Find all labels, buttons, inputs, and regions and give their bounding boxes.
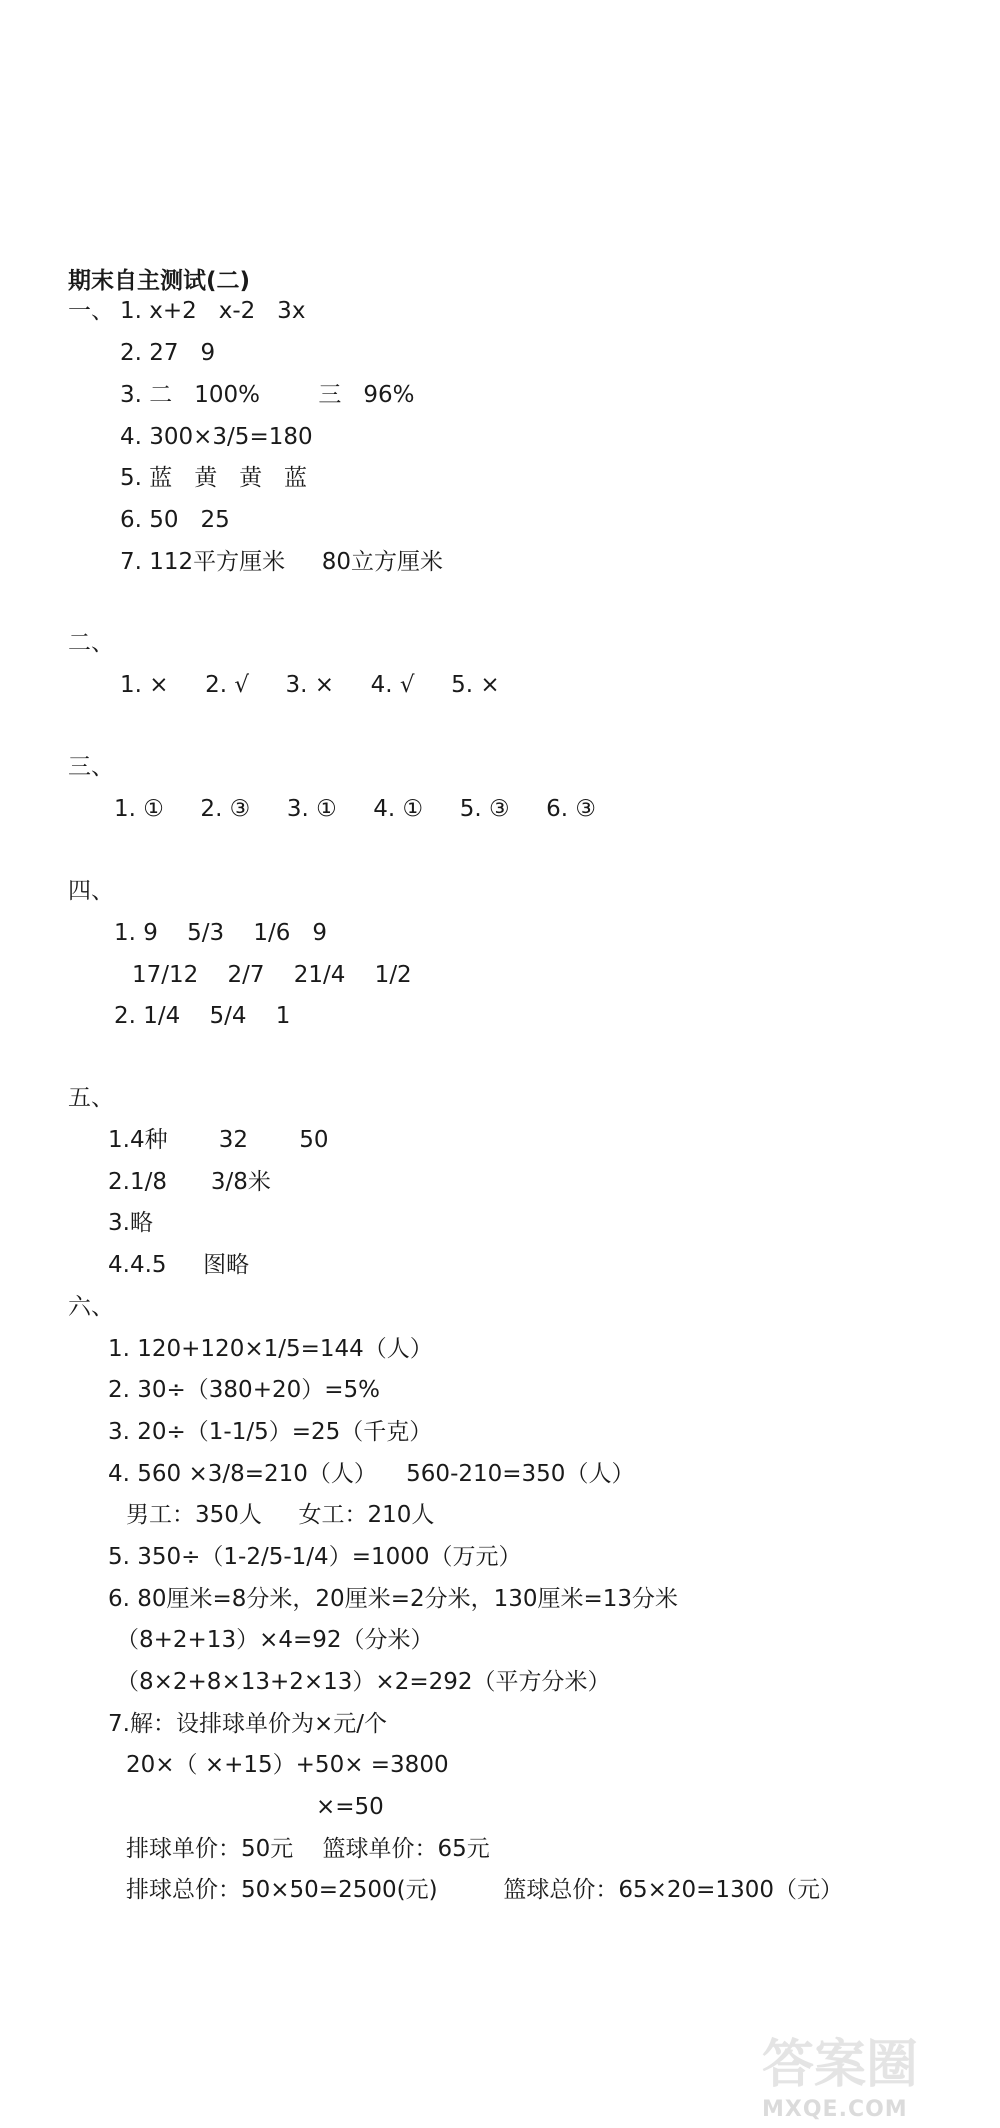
section-2-label: 二、	[68, 630, 114, 656]
answer-line: 2. 30÷（380+20）=5%	[108, 1377, 380, 1403]
watermark	[752, 2022, 982, 2122]
answer-line: 2. 1/4 5/4 1	[114, 1003, 291, 1029]
answer-line: 6. 80厘米=8分米，20厘米=2分米，130厘米=13分米	[108, 1586, 679, 1612]
answer-line: 5. 蓝 黄 黄 蓝	[120, 465, 308, 491]
answer-line: 5. 350÷（1-2/5-1/4）=1000（万元）	[108, 1544, 522, 1570]
watermark-logo: 答案圈	[762, 2035, 919, 2095]
section-6-label: 六、	[68, 1294, 114, 1320]
answer-line: 1. ① 2. ③ 3. ① 4. ① 5. ③ 6. ③	[114, 796, 597, 822]
answer-line: 3.略	[108, 1210, 153, 1236]
answer-line: （8×2+8×13+2×13）×2=292（平方分米）	[116, 1669, 611, 1695]
answer-line: 男工：350人 女工：210人	[126, 1502, 435, 1528]
answer-line: 4.4.5 图略	[108, 1252, 250, 1278]
answer-line: 1.4种 32 50	[108, 1127, 329, 1153]
watermark-url: MXQE.COM	[762, 2097, 908, 2122]
answer-line: 1. 120+120×1/5=144（人）	[108, 1336, 433, 1362]
answer-line: 1. 9 5/3 1/6 9	[114, 920, 327, 946]
answer-line: 1. × 2. √ 3. × 4. √ 5. ×	[120, 672, 500, 698]
answer-line: 排球总价：50×50=2500(元) 篮球总价：65×20=1300（元）	[126, 1877, 843, 1903]
answer-line: 1. x+2 x-2 3x	[120, 298, 306, 324]
section-4-label: 四、	[68, 878, 114, 904]
answer-line: 20×（ ×+15）+50× =3800	[126, 1752, 449, 1778]
answer-line: 3. 20÷（1-1/5）=25（千克）	[108, 1419, 433, 1445]
answer-line: 7.解：设排球单价为×元/个	[108, 1711, 387, 1737]
answer-line: 7. 112平方厘米 80立方厘米	[120, 549, 443, 575]
answer-line: 17/12 2/7 21/4 1/2	[132, 962, 412, 988]
answer-line: 2.1/8 3/8米	[108, 1169, 271, 1195]
section-1-label: 一、	[68, 298, 114, 324]
answer-line: 3. 二 100% 三 96%	[120, 382, 415, 408]
section-3-label: 三、	[68, 754, 114, 780]
answer-line: ×=50	[316, 1794, 384, 1820]
answer-line: （8+2+13）×4=92（分米）	[116, 1627, 434, 1653]
answer-line: 4. 300×3/5=180	[120, 424, 313, 450]
answer-line: 2. 27 9	[120, 340, 216, 366]
answer-line: 6. 50 25	[120, 507, 230, 533]
answer-line: 排球单价：50元 篮球单价：65元	[126, 1836, 490, 1862]
answer-line: 4. 560 ×3/8=210（人） 560-210=350（人）	[108, 1461, 635, 1487]
page-title: 期末自主测试(二)	[68, 268, 251, 294]
section-5-label: 五、	[68, 1085, 114, 1111]
